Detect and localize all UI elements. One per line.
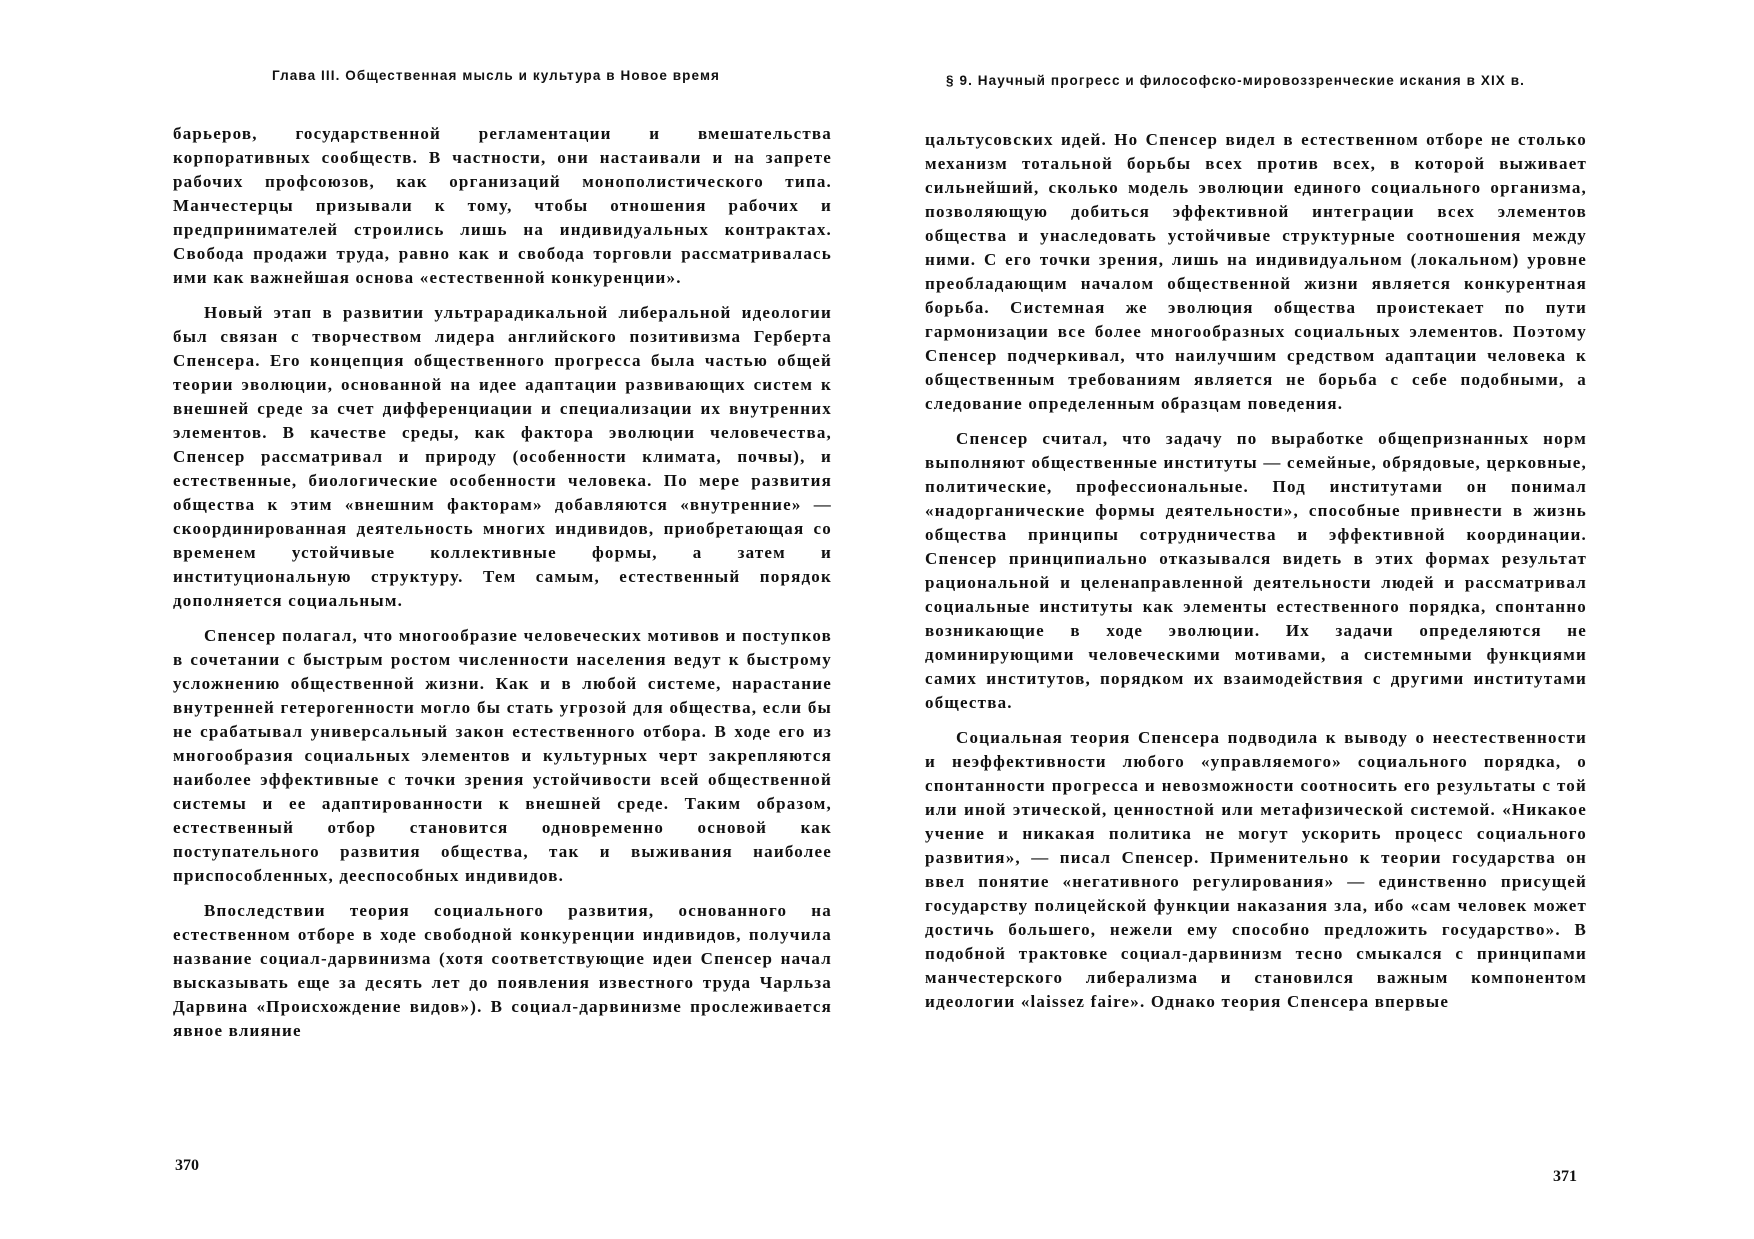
running-head: § 9. Научный прогресс и философско-мировоззренческие искания в XIX в. bbox=[946, 73, 1526, 88]
page-number: 370 bbox=[175, 1157, 199, 1174]
paragraph: Новый этап в развитии ультрарадикальной либеральной идеологии был связан с творчеством лидера английского позитивизма Герберта Спенсера. Его концепция общественного прогресса была частью общей теории эволюции, основанной на идее адаптации развивающих систем к внешней среде за счет дифференциации и специализации их внутренних элементов. В качестве среды, как фактора эволюции человечества, Спенсер рассматривал и природу (особенности климата, почвы), и естественные, биологические особенности человека. По мере развития общества к этим «внешним факторам» добавляются «внутренние» — скоординированная деятельность многих индивидов, приобретающая со временем устойчивые коллективные формы, а затем и институциональную структуру. Тем самым, естественный порядок дополняется социальным. bbox=[173, 303, 832, 610]
paragraph: Социальная теория Спенсера подводила к выводу о неестественности и неэффективности любого «управляемого» социального порядка, о спонтанности прогресса и невозможности соотносить его результаты с той или иной этической, ценностной или метафизической системой. «Никакое учение и никакая политика не могут ускорить процесс социального развития», — писал Спенсер. Применительно к теории государства он ввел понятие «негативного регулирования» — единственно присущей государству полицейской функции наказания зла, ибо «сам человек может достичь большего, нежели ему способно предложить государство». В подобной трактовке социал-дарвинизм тесно смыкался с принципами манчестерского либерализма и становился важным компонентом идеологии «laissez faire». Однако теория Спенсера впервые bbox=[925, 728, 1587, 1011]
paragraph: Впоследствии теория социального развития, основанного на естественном отборе в ходе свободной конкуренции индивидов, получила название социал-дарвинизма (хотя соответствующие идеи Спенсер начал высказывать еще за десять лет до появления известного труда Чарльза Дарвина «Происхождение видов»). В социал-дарвинизме прослеживается явное влияние bbox=[173, 901, 832, 1040]
running-head: Глава III. Общественная мысль и культура в Новое время bbox=[272, 68, 721, 83]
paragraph: Спенсер полагал, что многообразие человеческих мотивов и поступков в сочетании с быстрым ростом численности населения ведут к быстрому усложнению общественной жизни. Как и в любой системе, нарастание внутренней гетерогенности могло бы стать угрозой для общества, если бы не срабатывал универсальный закон естественного отбора. В ходе его из многообразия социальных элементов и культурных черт закрепляются наиболее эффективные с точки зрения устойчивости всей общественной системы и ее адаптированности к внешней среде. Таким образом, естественный отбор становится одновременно основой как поступательного развития общества, так и выживания наиболее приспособленных, дееспособных индивидов. bbox=[173, 626, 832, 885]
body-text bbox=[925, 128, 1587, 1025]
paragraph: барьеров, государственной регламентации и вмешательства корпоративных сообществ. В частности, они настаивали и на запрете рабочих профсоюзов, как организаций монополистического типа. Манчестерцы призывали к тому, чтобы отношения рабочих и предпринимателей строились лишь на индивидуальных контрактах. Свобода продажи труда, равно как и свобода торговли рассматривалась ими как важнейшая основа «естественной конкуренции». bbox=[173, 124, 832, 287]
paragraph: цальтусовских идей. Но Спенсер видел в естественном отборе не столько механизм тотальной борьбы всех против всех, в которой выживает сильнейший, сколько модель эволюции единого социального организма, позволяющую добиться эффективной интеграции всех элементов общества и унаследовать устойчивые структурные соотношения между ними. С его точки зрения, лишь на индивидуальном (локальном) уровне преобладающим началом общественной жизни является конкурентная борьба. Системная же эволюция общества проистекает по пути гармонизации все более многообразных социальных элементов. Поэтому Спенсер подчеркивал, что наилучшим средством адаптации человека к общественным требованиям является не борьба с себе подобными, а следование определенным образцам поведения. bbox=[925, 130, 1587, 413]
page-number: 371 bbox=[1553, 1168, 1577, 1185]
paragraph: Спенсер считал, что задачу по выработке общепризнанных норм выполняют общественные институты — семейные, обрядовые, церковные, политические, профессиональные. Под институтами он понимал «надорганические формы деятельности», способные привнести в жизнь общества принципы сотрудничества и эффективной координации. Спенсер принципиально отказывался видеть в этих формах результат рациональной и целенаправленной деятельности людей и рассматривал социальные институты как элементы естественного порядка, спонтанно возникающие в ходе эволюции. Их задачи определяются не доминирующими человеческими мотивами, а системными функциями самих институтов, порядком их взаимодействия с другими институтами общества. bbox=[925, 429, 1587, 712]
right-page bbox=[877, 0, 1754, 1239]
body-text bbox=[173, 122, 832, 1054]
